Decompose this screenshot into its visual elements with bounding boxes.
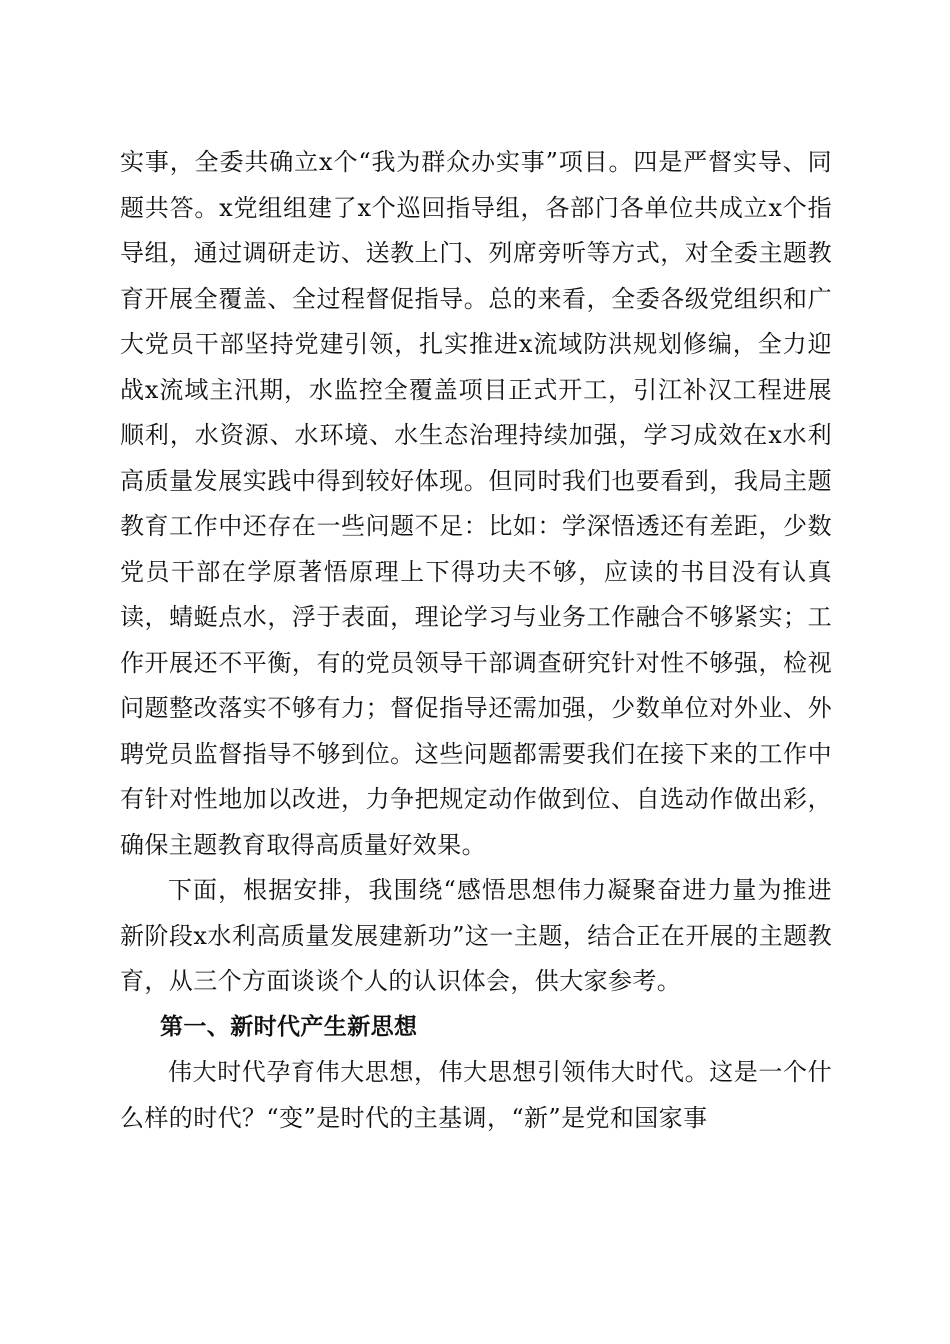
body-paragraph-continued: 实事，全委共确立x个“我为群众办实事”项目。四是严督实导、同题共答。x党组组建了x个巡回指导组，各部门各单位共成立x个指导组，通过调研走访、送教上门、列席旁听等方式，对全委主题教育开展全覆盖、全过程督促指导。总的来看，全委各级党组织和广大党员干部坚持党建引领，扎实推进x流域防洪规划修编，全力迎战x流域主汛期，水监控全覆盖项目正式开工，引江补汉工程进展顺利，水资源、水环境、水生态治理持续加强，学习成效在x水利高质量发展实践中得到较好体现。但同时我们也要看到，我局主题教育工作中还存在一些问题不足：比如：学深悟透还有差距，少数党员干部在学原著悟原理上下得功夫不够，应读的书目没有认真读，蜻蜓点水，浮于表面，理论学习与业务工作融合不够紧实；工作开展还不平衡，有的党员领导干部调查研究针对性不够强，检视问题整改落实不够有力；督促指导还需加强，少数单位对外业、外聘党员监督指导不够到位。这些问题都需要我们在接下来的工作中有针对性地加以改进，力争把规定动作做到位、自选动作做出彩，确保主题教育取得高质量好效果。 <box>120 148 832 859</box>
document-body <box>120 140 832 1141</box>
section-heading-1: 第一、新时代产生新思想 <box>160 1013 418 1040</box>
body-paragraph-intro: 下面，根据安排，我围绕“感悟思想伟力凝聚奋进力量为推进新阶段x水利高质量发展建新功”这一主题，结合正在开展的主题教育，从三个方面谈谈个人的认识体会，供大家参考。 <box>120 876 832 995</box>
body-paragraph-section-1: 伟大时代孕育伟大思想，伟大思想引领伟大时代。这是一个什么样的时代？“变”是时代的主基调，“新”是党和国家事 <box>120 1058 832 1132</box>
